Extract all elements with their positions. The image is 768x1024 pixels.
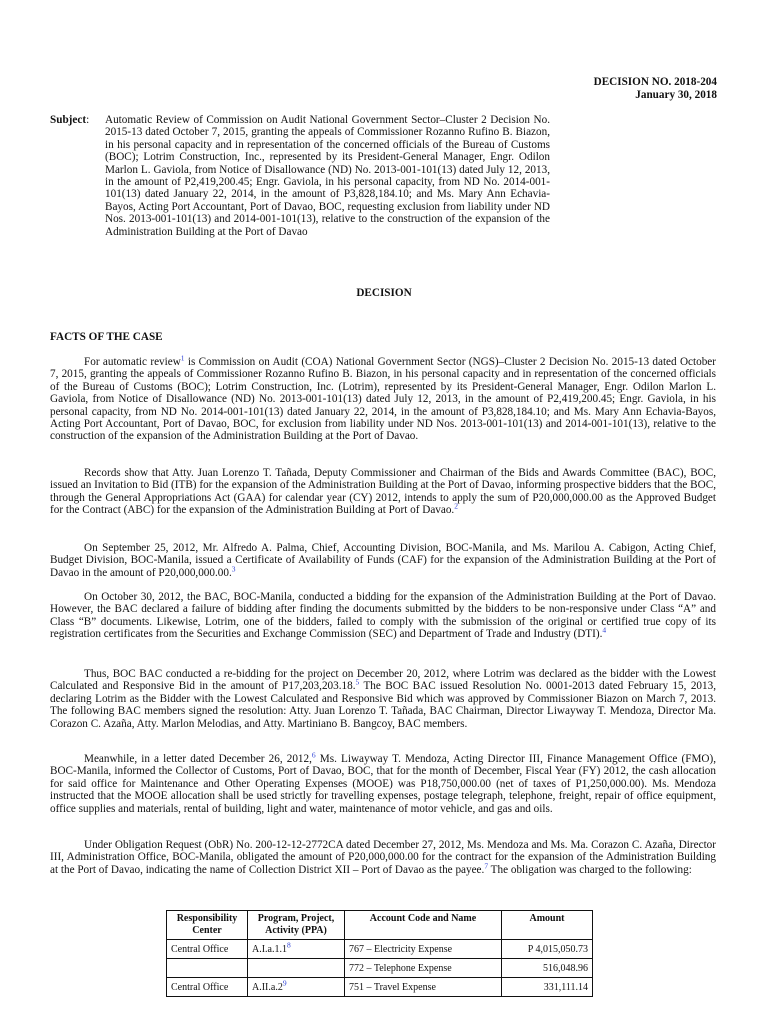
subject-label: Subject: [50,114,90,126]
column-header: Account Code and Name [345,911,502,940]
document-title: DECISION [356,287,412,299]
table-header-row [167,911,593,940]
footnote-ref[interactable]: 2 [454,501,458,511]
decision-header [594,76,717,102]
decision-date: January 30, 2018 [635,89,717,101]
table-cell [167,959,248,978]
table-cell: 751 – Travel Expense [345,978,502,997]
subject-block [50,114,550,238]
table-cell: A.II.a.2$^9$ [248,978,345,997]
paragraph: On September 25, 2012, Mr. Alfredo A. Palma, Chief, Accounting Division, BOC-Manila, and Ms. Marilou A. Cabigon, Acting Chief, Budget Division, BOC-Manila, issued a Certificate of Availability of Funds (CAF) for the expansion of the Administration Building at the Port of Davao in the amount of P20,000,000.00.$^3$ [50,542,716,579]
footnote-ref[interactable]: 1 [180,353,185,363]
table-cell [248,959,345,978]
obligation-table [166,910,593,997]
footnote-ref[interactable]: 6 [311,750,316,760]
paragraph: For automatic review$^1$ is Commission on Audit (COA) National Government Sector (NGS)–Cluster 2 Decision No. 2015-13 dated October 7, 2015, granting the appeals of Commissioner Rozanno Rufino B. Biazon, in his personal capacity and in representation of the concerned officials of the Bureau of Customs (BOC); Lotrim Construction, Inc. (Lotrim), represented by its President-General Manager, Engr. Odilon Marlon L. Gaviola, from Notice of Disallowance (ND) No. 2013-001-101(13) dated July 12, 2013, in the amount of P2,419,200.45; Engr. Gaviola, in his personal capacity, from ND No. 2014-001-101(13) dated January 22, 2014, in the amount of P3,828,184.10; and Ms. Mary Ann Echavia-Bayos, Acting Port Accountant, Port of Davao, BOC, for exclusion from liability under ND Nos. 2013-001-101(13) and 2014-001-101(13), relative to the construction of the expansion of the Administration Building at the Port of Davao. [50,353,716,443]
footnote-ref[interactable]: 3 [231,564,236,574]
decision-number: DECISION NO. 2018-204 [593,76,717,88]
table-row [167,978,593,997]
section-heading: FACTS OF THE CASE [50,331,163,343]
table-row [167,959,593,978]
footnote-ref[interactable]: 9 [282,978,287,988]
table-cell: Central Office [167,978,248,997]
column-header: Program, Project, Activity (PPA) [248,911,345,940]
table-cell: A.I.a.1.1$^8$ [248,940,345,959]
paragraph: Thus, BOC BAC conducted a re-bidding for the project on December 20, 2012, where Lotrim was declared as the bidder with the Lowest Calculated and Responsive Bid in the amount of P17,203,203.18.$^5$ The BOC BAC issued Resolution No. 0001-2013 dated February 15, 2013, declaring Lotrim as the Bidder with the Lowest Calculated and Responsive Bid which was approved by Commissioner Biazon on March 7, 2013. The following BAC members signed the resolution: Atty. Juan Lorenzo T. Tañada, BAC Chairman, Director Liwayway T. Mendoza, Director Ma. Corazon C. Azaña, Atty. Marlon Melodias, and Atty. Martiniano B. Bangcoy, BAC members. [50,668,716,730]
footnote-ref[interactable]: 8 [287,940,291,950]
table-cell: 767 – Electricity Expense [345,940,502,959]
table-cell: Central Office [167,940,248,959]
footnote-ref[interactable]: 4 [602,625,607,635]
footnote-ref[interactable]: 7 [484,861,489,871]
table-cell: 331,111.14 [502,978,593,997]
paragraph: Records show that Atty. Juan Lorenzo T. Tañada, Deputy Commissioner and Chairman of the Bids and Awards Committee (BAC), BOC, issued an Invitation to Bid (ITB) for the expansion of the Administration Building at the Port of Davao, informing prospective bidders that the BOC, through the General Appropriations Act (GAA) for calendar year (CY) 2012, intends to apply the sum of P20,000,000.00 as the Approved Budget for the Contract (ABC) for the expansion of the Administration Building at Port of Davao.$^2$ [50,467,716,517]
column-header: Amount [502,911,593,940]
table-row [167,940,593,959]
table-cell: P 4,015,050.73 [502,940,593,959]
table-cell: 516,048.96 [502,959,593,978]
paragraph: On October 30, 2012, the BAC, BOC-Manila, conducted a bidding for the expansion of the Administration Building at the Port of Davao. However, the BAC declared a failure of bidding after finding the documents submitted by the bidders to be non-responsive under Class “A” and Class “B” documents. Likewise, Lotrim, one of the bidders, failed to comply with the submission of the original or certified true copy of its registration certificates from the Securities and Exchange Commission (SEC) and Department of Trade and Industry (DTI).$^4$ [50,591,716,641]
subject-text: Automatic Review of Commission on Audit National Government Sector–Cluster 2 Decision No. 2015-13 dated October 7, 2015, granting the appeals of Commissioner Rozanno Rufino B. Biazon, in his personal capacity and in representation of the concerned officials of the Bureau of Customs (BOC); Lotrim Construction, Inc., represented by its President-General Manager, Engr. Odilon Marlon L. Gaviola, from Notice of Disallowance (ND) No. 2013-001-101(13) dated July 12, 2013, in the amount of P2,419,200.45; Engr. Gaviola, in his personal capacity, from ND No. 2014-001-101(13) dated January 22, 2014, in the amount of P3,828,184.10; and Ms. Mary Ann Echavia-Bayos, Acting Port Accountant, Port of Davao, BOC, requesting exclusion from liability under ND Nos. 2013-001-101(13) and 2014-001-101(13), relative to the construction of the expansion of the Administration Building at the Port of Davao [105,114,550,238]
column-header: Responsibility Center [167,911,248,940]
table-cell: 772 – Telephone Expense [345,959,502,978]
paragraph: Under Obligation Request (ObR) No. 200-12-12-2772CA dated December 27, 2012, Ms. Mendoza and Ms. Ma. Corazon C. Azaña, Director III, Administration Office, BOC-Manila, obligated the amount of P20,000,000.00 for the contract for the expansion of the Administration Building at the Port of Davao, indicating the name of Collection District XII – Port of Davao as the payee.$^7$ The obligation was charged to the following: [50,839,716,876]
paragraph: Meanwhile, in a letter dated December 26, 2012,$^6$ Ms. Liwayway T. Mendoza, Acting Director III, Finance Management Office (FMO), BOC-Manila, informed the Collector of Customs, Port of Davao, BOC, that for the month of December, Fiscal Year (FY) 2012, the cash allocation for said office for Maintenance and Other Operating Expenses (MOOE) was P18,750,000.00 (net of taxes of P1,250,000.00). Ms. Mendoza instructed that the MOOE allocation shall be used strictly for travelling expenses, postage telegraph, telephone, freight, repair of office equipment, office supplies and materials, rental of building, light and water, maintenance of motor vehicle, and gas and oils. [50,750,717,815]
footnote-ref[interactable]: 5 [355,677,360,687]
